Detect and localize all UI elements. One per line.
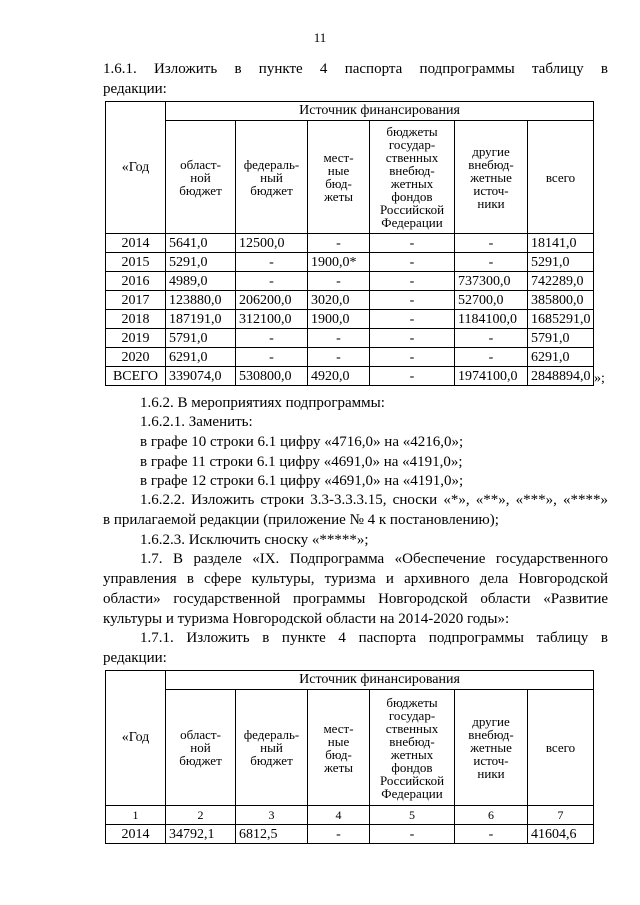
column-number: 7: [528, 806, 594, 825]
value-cell: -: [370, 348, 455, 367]
value-cell: -: [455, 825, 528, 844]
value-cell: -: [370, 310, 455, 329]
paragraph-1-6-1-line2: редакции:: [103, 81, 167, 97]
financing-table-1: [105, 101, 594, 386]
source-header: Источник финансирования: [166, 102, 594, 121]
paragraph-graph-11: в графе 11 строки 6.1 цифру «4691,0» на «4191,0»;: [140, 454, 463, 470]
value-cell: 5791,0: [166, 329, 236, 348]
value-cell: -: [308, 825, 370, 844]
value-cell: 5641,0: [166, 234, 236, 253]
year-cell: 2014: [106, 825, 166, 844]
value-cell: 5291,0: [528, 253, 594, 272]
paragraph-1-6-1-line1: 1.6.1. Изложить в пункте 4 паспорта подпрограммы таблицу в: [103, 61, 608, 77]
value-cell: 12500,0: [236, 234, 308, 253]
value-cell: -: [236, 272, 308, 291]
paragraph-1-7-line3: области» государственной программы Новгородской области «Развитие: [103, 591, 608, 607]
value-cell: 187191,0: [166, 310, 236, 329]
table-row: [106, 253, 594, 272]
value-cell: 5791,0: [528, 329, 594, 348]
column-number: 3: [236, 806, 308, 825]
paragraph-1-6-2-3: 1.6.2.3. Исключить сноску «*****»;: [140, 532, 369, 548]
value-cell: -: [236, 329, 308, 348]
value-cell: 737300,0: [455, 272, 528, 291]
value-cell: 3020,0: [308, 291, 370, 310]
column-header: област- ной бюджет: [166, 121, 236, 234]
paragraph-1-6-2-1: 1.6.2.1. Заменить:: [140, 414, 253, 430]
column-header: другие внебюд- жетные источ- ники: [455, 121, 528, 234]
year-cell: 2016: [106, 272, 166, 291]
value-cell: -: [370, 272, 455, 291]
year-cell: ВСЕГО: [106, 367, 166, 386]
value-cell: 339074,0: [166, 367, 236, 386]
paragraph-graph-12: в графе 12 строки 6.1 цифру «4691,0» на «4191,0»;: [140, 473, 464, 489]
paragraph-graph-10: в графе 10 строки 6.1 цифру «4716,0» на «4216,0»;: [140, 434, 464, 450]
paragraph-1-6-2-2-line2: в прилагаемой редакции (приложение № 4 к постановлению);: [103, 512, 499, 528]
value-cell: 4920,0: [308, 367, 370, 386]
value-cell: 312100,0: [236, 310, 308, 329]
column-header: бюджеты государ- ственных внебюд- жетных фондов Российской Федерации: [370, 690, 455, 806]
table-row: [106, 329, 594, 348]
value-cell: -: [370, 234, 455, 253]
value-cell: -: [308, 329, 370, 348]
value-cell: 6291,0: [528, 348, 594, 367]
value-cell: -: [236, 348, 308, 367]
column-header: мест- ные бюд- жеты: [308, 121, 370, 234]
table-row: [106, 367, 594, 386]
column-header: всего: [528, 121, 594, 234]
table-1-closing-mark: »;: [594, 371, 605, 386]
value-cell: 530800,0: [236, 367, 308, 386]
value-cell: 4989,0: [166, 272, 236, 291]
value-cell: 1974100,0: [455, 367, 528, 386]
value-cell: -: [370, 253, 455, 272]
year-header: «Год: [106, 671, 166, 806]
value-cell: -: [308, 272, 370, 291]
paragraph-1-6-2: 1.6.2. В мероприятиях подпрограммы:: [140, 395, 385, 411]
column-header: федераль- ный бюджет: [236, 121, 308, 234]
value-cell: -: [370, 825, 455, 844]
value-cell: -: [370, 367, 455, 386]
value-cell: 1184100,0: [455, 310, 528, 329]
value-cell: 1900,0: [308, 310, 370, 329]
value-cell: -: [370, 329, 455, 348]
paragraph-1-7-1-line2: редакции:: [103, 650, 167, 666]
table-row: [106, 234, 594, 253]
year-cell: 2017: [106, 291, 166, 310]
value-cell: 1685291,0: [528, 310, 594, 329]
value-cell: -: [236, 253, 308, 272]
table-row: [106, 348, 594, 367]
table-row: [106, 310, 594, 329]
column-header: всего: [528, 690, 594, 806]
value-cell: 206200,0: [236, 291, 308, 310]
value-cell: 6812,5: [236, 825, 308, 844]
year-cell: 2020: [106, 348, 166, 367]
column-number: 6: [455, 806, 528, 825]
value-cell: -: [455, 234, 528, 253]
source-header: Источник финансирования: [166, 671, 594, 690]
table-row: [106, 825, 594, 844]
value-cell: -: [455, 253, 528, 272]
paragraph-1-7-1-line1: 1.7.1. Изложить в пункте 4 паспорта подпрограммы таблицу в: [140, 630, 608, 646]
column-header: другие внебюд- жетные источ- ники: [455, 690, 528, 806]
column-header: бюджеты государ- ственных внебюд- жетных фондов Российской Федерации: [370, 121, 455, 234]
value-cell: 2848894,0: [528, 367, 594, 386]
financing-table-2: [105, 670, 594, 844]
value-cell: -: [455, 348, 528, 367]
value-cell: -: [370, 291, 455, 310]
year-cell: 2015: [106, 253, 166, 272]
value-cell: -: [308, 234, 370, 253]
value-cell: 123880,0: [166, 291, 236, 310]
year-header: «Год: [106, 102, 166, 234]
year-cell: 2019: [106, 329, 166, 348]
paragraph-1-7-line2: управления в сфере культуры, туризма и архивного дела Новгородской: [103, 571, 608, 587]
value-cell: 1900,0*: [308, 253, 370, 272]
value-cell: 41604,6: [528, 825, 594, 844]
value-cell: 385800,0: [528, 291, 594, 310]
year-cell: 2014: [106, 234, 166, 253]
column-number: 5: [370, 806, 455, 825]
value-cell: 5291,0: [166, 253, 236, 272]
column-number: 4: [308, 806, 370, 825]
column-header: мест- ные бюд- жеты: [308, 690, 370, 806]
year-cell: 2018: [106, 310, 166, 329]
column-header: област- ной бюджет: [166, 690, 236, 806]
value-cell: 18141,0: [528, 234, 594, 253]
table-row: [106, 291, 594, 310]
paragraph-1-7-line4: культуры и туризма Новгородской области на 2014-2020 годы»:: [103, 611, 510, 627]
value-cell: 52700,0: [455, 291, 528, 310]
value-cell: 742289,0: [528, 272, 594, 291]
paragraph-1-6-2-2-line1: 1.6.2.2. Изложить строки 3.3-3.3.3.15, сноски «*», «**», «***», «****»: [140, 492, 608, 508]
page-number: 11: [313, 30, 327, 45]
column-number: 2: [166, 806, 236, 825]
value-cell: 34792,1: [166, 825, 236, 844]
value-cell: 6291,0: [166, 348, 236, 367]
value-cell: -: [308, 348, 370, 367]
column-header: федераль- ный бюджет: [236, 690, 308, 806]
table-row: [106, 272, 594, 291]
value-cell: -: [455, 329, 528, 348]
column-number: 1: [106, 806, 166, 825]
paragraph-1-7-line1: 1.7. В разделе «IX. Подпрограмма «Обеспечение государственного: [140, 551, 608, 567]
